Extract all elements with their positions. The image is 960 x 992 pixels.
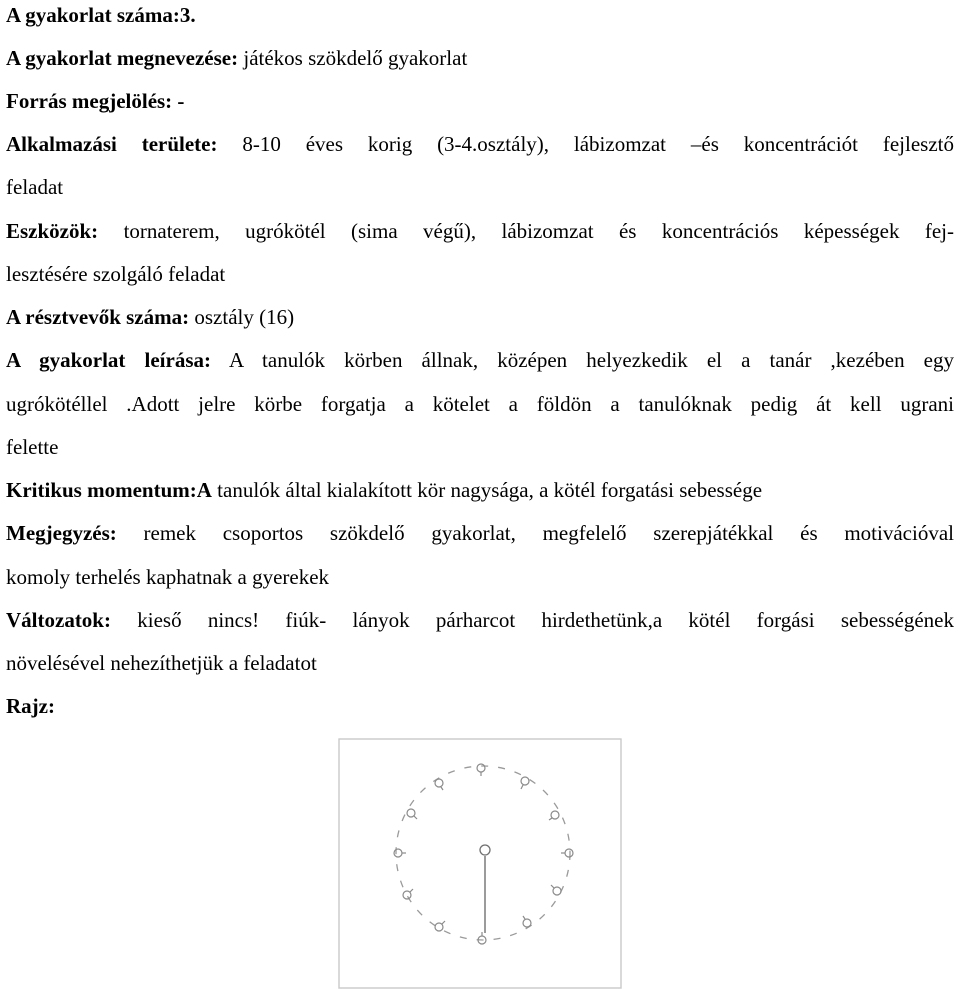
student-figure (549, 811, 559, 820)
student-figure (407, 809, 417, 819)
student-figure (435, 921, 445, 931)
variations: Változatok: kieső nincs! fiúk- lányok párharcot hirdethetünk,a kötél forgási sebességének (6, 608, 954, 632)
student-figure (551, 885, 561, 895)
remark-cont: komoly terhelés kaphatnak a gyerekek (6, 565, 330, 589)
exercise-name: A gyakorlat megnevezése: játékos szökdelő gyakorlat (6, 46, 468, 70)
critical-moment: Kritikus momentum:A tanulók által kialakított kör nagysága, a kötél forgatási sebessége (6, 478, 763, 502)
student-figure (523, 916, 531, 927)
student-circle (396, 766, 570, 940)
description: A gyakorlat leírása: A tanulók körben állnak, középen helyezkedik el a tanár ,kezében egy (6, 348, 954, 372)
application-area: Alkalmazási területe: 8-10 éves korig (3-4.osztály), lábizomzat –és koncentrációt fejlesztő (6, 132, 954, 156)
student-figure (478, 932, 486, 944)
exercise-number: A gyakorlat száma:3. (6, 3, 196, 27)
application-area-cont: feladat (6, 175, 64, 199)
source-reference: Forrás megjelölés: - (6, 89, 185, 113)
remark: Megjegyzés: remek csoportos szökdelő gyakorlat, megfelelő szerepjátékkal és motivációval (6, 521, 954, 545)
student-figure (435, 779, 443, 790)
equipment-cont: lesztésére szolgáló feladat (6, 262, 226, 286)
drawing-frame (339, 739, 621, 988)
description-end: felette (6, 435, 59, 459)
description-cont: ugrókötéllel .Adott jelre körbe forgatja a kötelet a földön a tanulóknak pedig át kell ugrani (6, 392, 954, 416)
participants: A résztvevők száma: osztály (16) (6, 305, 295, 329)
drawing-label: Rajz: (6, 694, 55, 718)
variations-cont: növelésével nehezíthetjük a feladatot (6, 651, 317, 675)
equipment: Eszközök: tornaterem, ugrókötél (sima végű), lábizomzat és koncentrációs képességek fej- (6, 219, 954, 243)
circle-drawing (335, 735, 625, 992)
student-figure (477, 764, 485, 776)
teacher-figure (480, 845, 490, 855)
student-figure (521, 777, 529, 789)
student-figure (561, 849, 573, 857)
